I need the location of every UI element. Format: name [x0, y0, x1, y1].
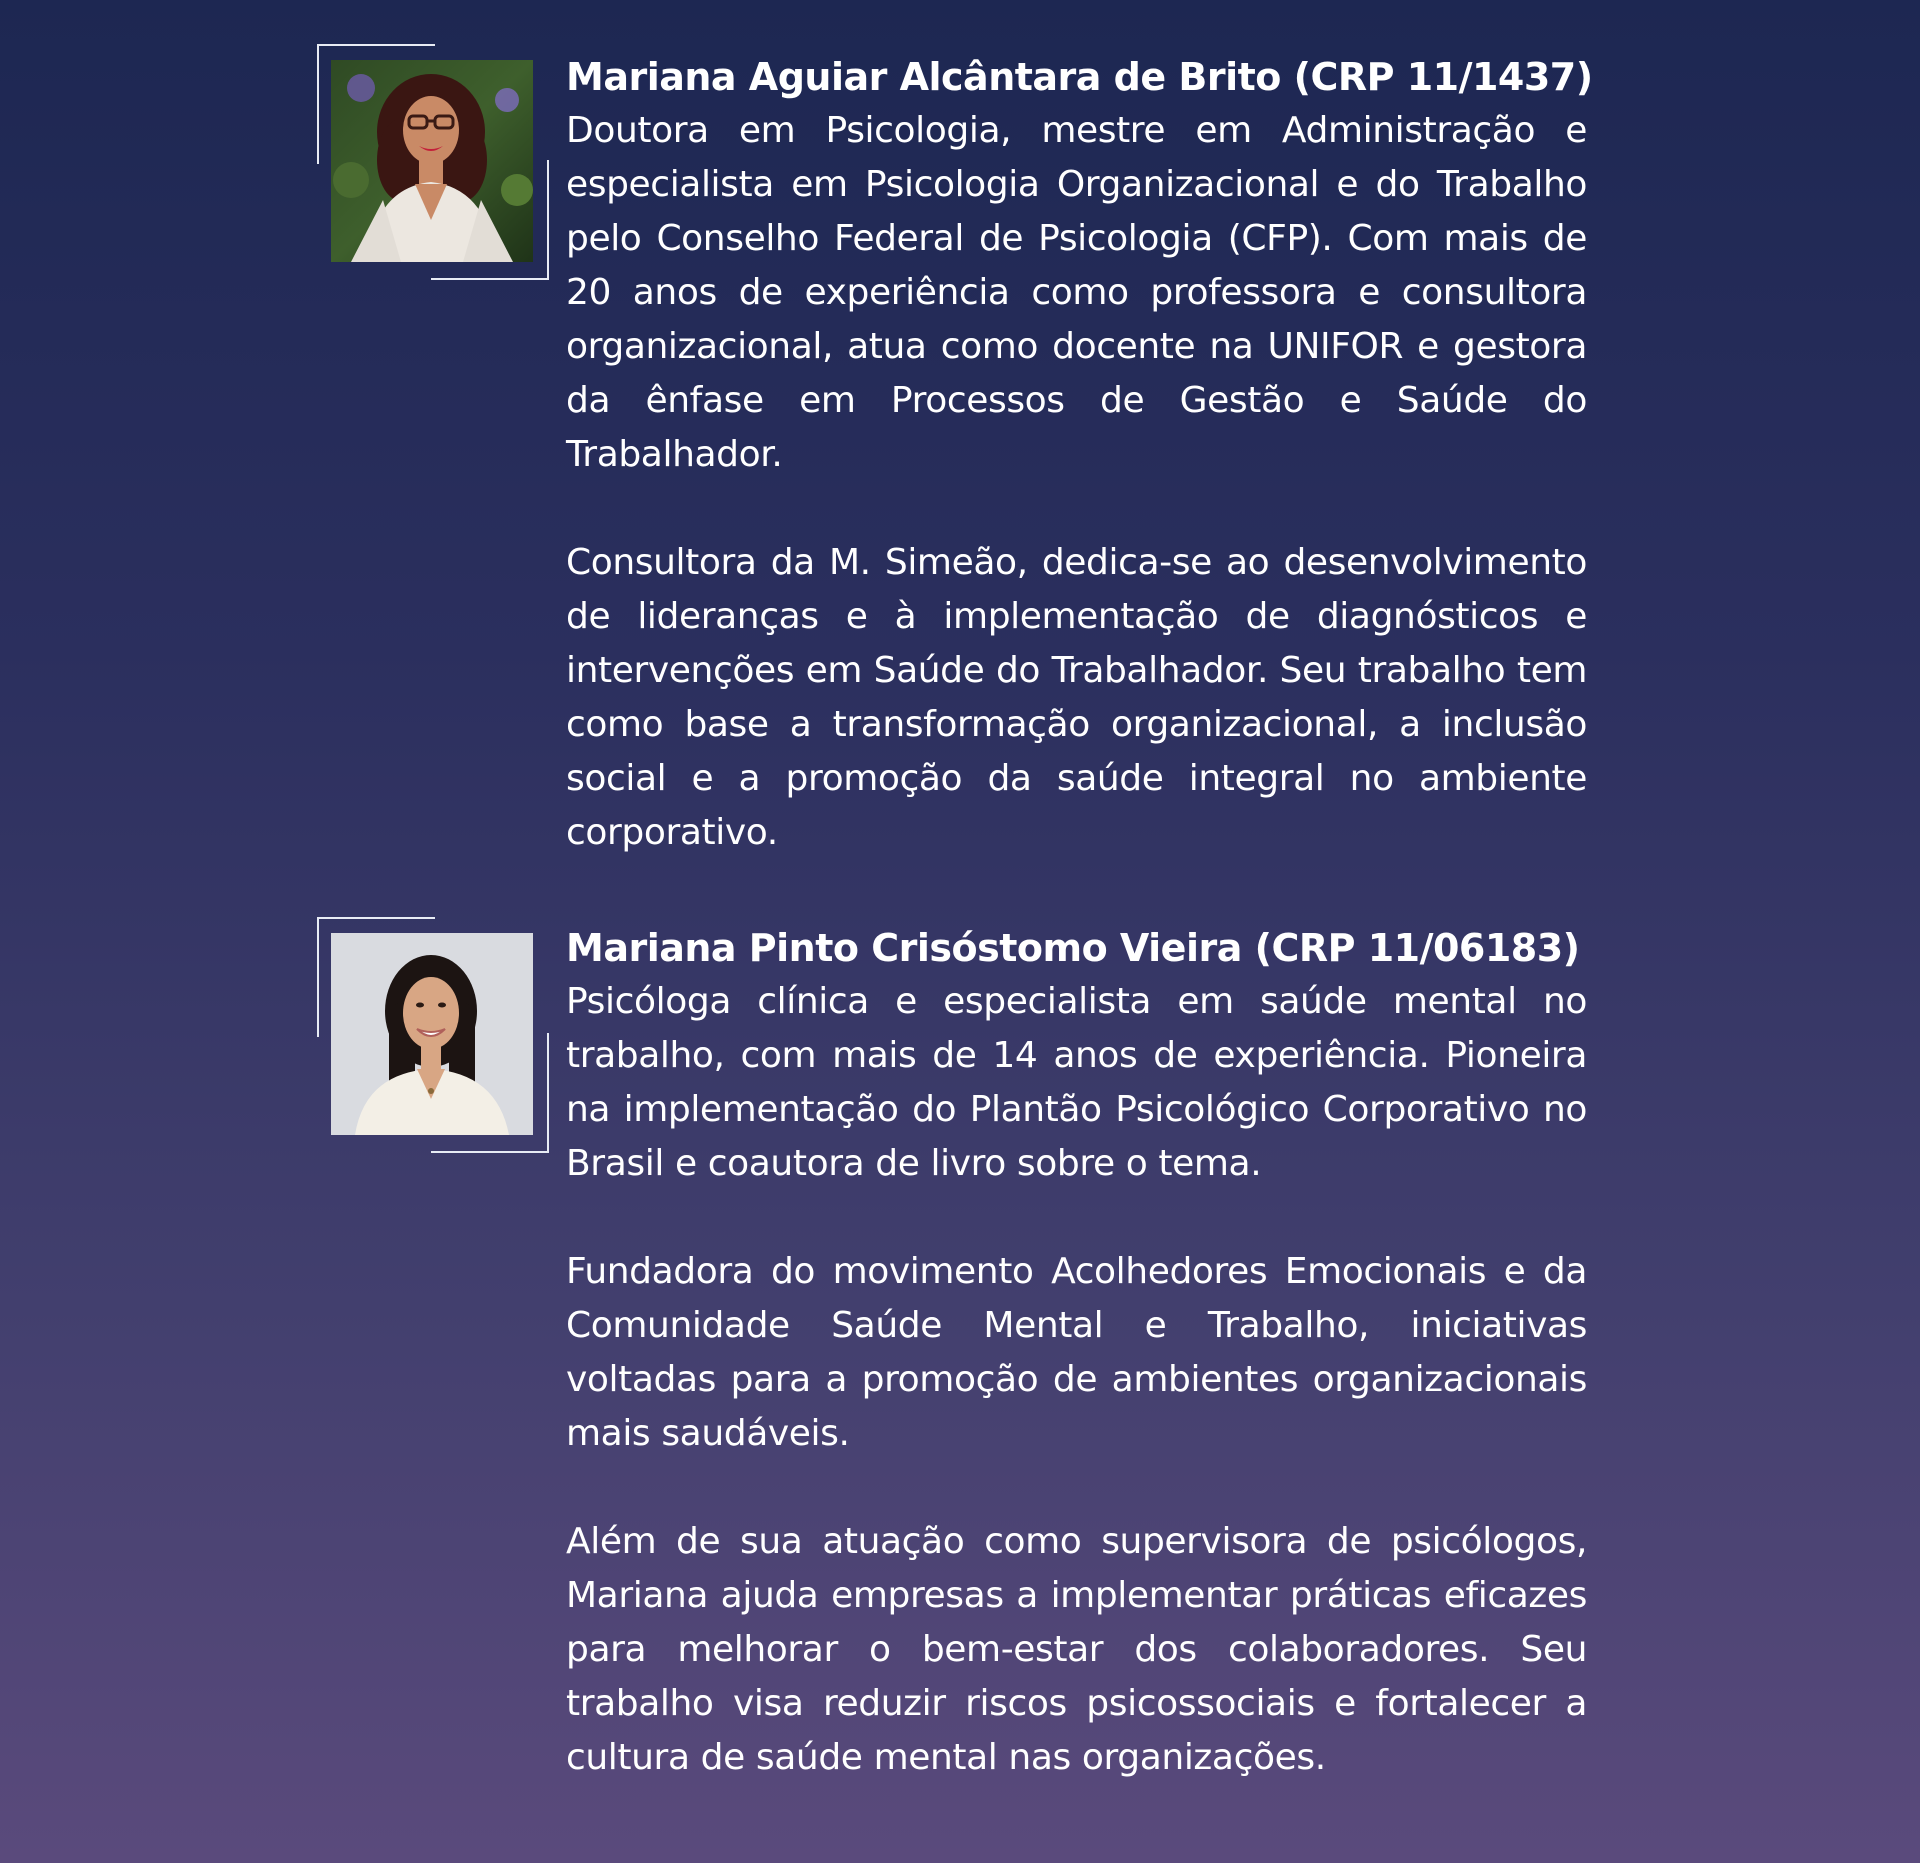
- profile-paragraph: Consultora da M. Simeão, dedica-se ao desenvolvimento de lideranças e à implementação de diagnósticos e intervenções em Saúde do Trabalhador. Seu trabalho tem como base a transformação organizacional, a inclusão social e a promoção da saúde integral no ambiente corporativo.: [566, 542, 1587, 853]
- profile-paragraph: Fundadora do movimento Acolhedores Emocionais e da Comunidade Saúde Mental e Trabalho, iniciativas voltadas para a promoção de ambientes organizacionais mais saudáveis.: [566, 1251, 1587, 1454]
- portrait-image: [331, 60, 533, 262]
- profile-photo-frame-2: [317, 917, 549, 1153]
- portrait-image: [331, 933, 533, 1135]
- profile-photo-frame-1: [317, 44, 549, 280]
- profile-paragraph: Doutora em Psicologia, mestre em Administração e especialista em Psicologia Organizacional e do Trabalho pelo Conselho Federal de Psicologia (CFP). Com mais de 20 anos de experiência como professora e consultora organizacional, atua como docente na UNIFOR e gestora da ênfase em Processos de Gestão e Saúde do Trabalhador.: [566, 110, 1587, 475]
- profile-photo-1: [331, 60, 533, 262]
- profile-text-2: [566, 921, 1587, 1785]
- profile-photo-2: [331, 933, 533, 1135]
- profile-text-1: [566, 50, 1593, 860]
- profile-name: Mariana Pinto Crisóstomo Vieira (CRP 11/06183): [566, 926, 1580, 970]
- profile-paragraph: Além de sua atuação como supervisora de psicólogos, Mariana ajuda empresas a implementar práticas eficazes para melhorar o bem-estar dos colaboradores. Seu trabalho visa reduzir riscos psicossociais e fortalecer a cultura de saúde mental nas organizações.: [566, 1521, 1587, 1778]
- profile-paragraph: Psicóloga clínica e especialista em saúde mental no trabalho, com mais de 14 anos de experiência. Pioneira na implementação do Plantão Psicológico Corporativo no Brasil e coautora de livro sobre o tema.: [566, 981, 1587, 1184]
- profile-name: Mariana Aguiar Alcântara de Brito (CRP 11/1437): [566, 55, 1593, 99]
